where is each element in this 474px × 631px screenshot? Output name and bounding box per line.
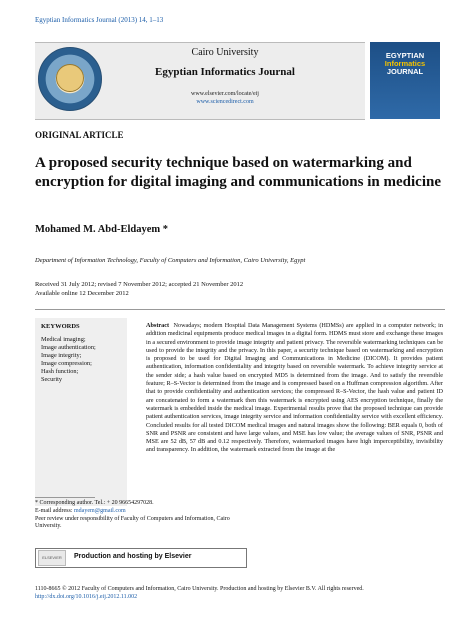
cover-line-1: EGYPTIAN bbox=[385, 51, 425, 60]
article-title: A proposed security technique based on watermarking and encryption for digital imaging and communications in medicine bbox=[35, 155, 441, 190]
journal-cover-title bbox=[370, 52, 440, 76]
cover-line-2: Informatics bbox=[384, 59, 426, 68]
author-name: Mohamed M. Abd-Eldayem * bbox=[35, 224, 169, 235]
received-dates: Received 31 July 2012; revised 7 November 2012; accepted 21 November 2012 bbox=[35, 281, 244, 288]
keyword-item: Medical imaging; bbox=[41, 336, 86, 343]
doi-link[interactable]: http://dx.doi.org/10.1016/j.eij.2012.11.002 bbox=[35, 594, 138, 600]
cover-line-3: JOURNAL bbox=[386, 67, 424, 76]
university-name: Cairo University bbox=[191, 47, 259, 58]
keyword-item: Image integrity; bbox=[41, 352, 82, 359]
email-line bbox=[35, 508, 235, 516]
sciencedirect-url-link[interactable]: www.sciencedirect.com bbox=[196, 99, 254, 105]
email-label: E-mail address: bbox=[35, 507, 74, 514]
author-affiliation: Department of Information Technology, Faculty of Computers and Information, Cairo University, Egypt bbox=[35, 257, 306, 264]
online-date: Available online 12 December 2012 bbox=[35, 290, 129, 297]
journal-reference: Egyptian Informatics Journal (2013) 14, 1–13 bbox=[35, 16, 164, 24]
copyright-block bbox=[35, 585, 364, 601]
logo-emblem bbox=[56, 64, 84, 92]
divider-top bbox=[35, 309, 445, 310]
abstract-label: Abstract bbox=[146, 322, 170, 329]
keyword-item: Hash function; bbox=[41, 368, 79, 375]
elsevier-url-link[interactable]: www.elsevier.com/locate/eij bbox=[191, 91, 259, 97]
article-dates bbox=[35, 280, 243, 298]
abstract-text: Nowadays; modern Hospital Data Management Systems (HDMSs) are applied in a computer network; in addition medicinal equipments produce medical images in a digital form. HDMS must store and exchange these images in a secured environment to provide image integrity and patient privacy. The reversible watermarking techniques can be used to provide the integrity and the privacy. In this paper, a security technique based on watermarking and encryption is proposed to be used for Digital Imaging and Communications in Medicine (DICOM). It provides patient authentication, information confidentiality and integrity based on reversible watermark. To achieve integrity service at the sender side; a hash value based on encrypted MD5 is determined from the image. And to satisfy the reversible feature; R–S-Vector is determined from the image and is compressed based on a Huffman compression algorithm. After that to provide confidentiality and authentication services; the compressed R–S-Vector, the hash value and patient ID are concatenated to form a watermark then this watermark is encrypted using AES encryption technique, finally the watermark is embedded inside the medical image. Experimental results prove that the proposed technique can provide patient authentication services, image integrity service and information confidentiality service with excellent efficiency. Concluded results for all tested DICOM medical images and natural images show the following: BER equals 0, both of SNR and PSNR are consistent and have large values, and MSE has low value; the average values of SNR, PSNR and MSE are 52 dB, 57 dB and 0.12 respectively. Therefore, watermarked images have high imperceptibility, invisibility and transparency. In addition, the watermark extracted from the image at the bbox=[146, 322, 443, 454]
peer-review-note: Peer review under responsibility of Faculty of Computers and Information, Cairo University. bbox=[35, 515, 230, 530]
copyright-line: 1110-8665 © 2012 Faculty of Computers and Information, Cairo University. Production and hosting by Elsevier B.V. All rights reserved. bbox=[35, 586, 364, 592]
footnote-divider bbox=[35, 497, 95, 498]
journal-name: Egyptian Informatics Journal bbox=[155, 66, 295, 78]
keyword-item: Security bbox=[41, 376, 62, 383]
keywords-list bbox=[41, 336, 96, 384]
email-link[interactable]: mdayem@gmail.com bbox=[74, 507, 126, 514]
keyword-item: Image compression; bbox=[41, 360, 92, 367]
footnote bbox=[35, 500, 235, 531]
keyword-item: Image authentication; bbox=[41, 344, 96, 351]
keywords-heading: KEYWORDS bbox=[41, 323, 80, 330]
abstract bbox=[146, 322, 443, 455]
production-note: Production and hosting by Elsevier bbox=[74, 553, 192, 560]
elsevier-logo: ELSEVIER bbox=[38, 550, 66, 566]
journal-urls bbox=[170, 90, 280, 106]
article-type: ORIGINAL ARTICLE bbox=[35, 130, 124, 140]
corresponding-author: * Corresponding author. Tel.: + 20 96654297028. bbox=[35, 500, 154, 506]
